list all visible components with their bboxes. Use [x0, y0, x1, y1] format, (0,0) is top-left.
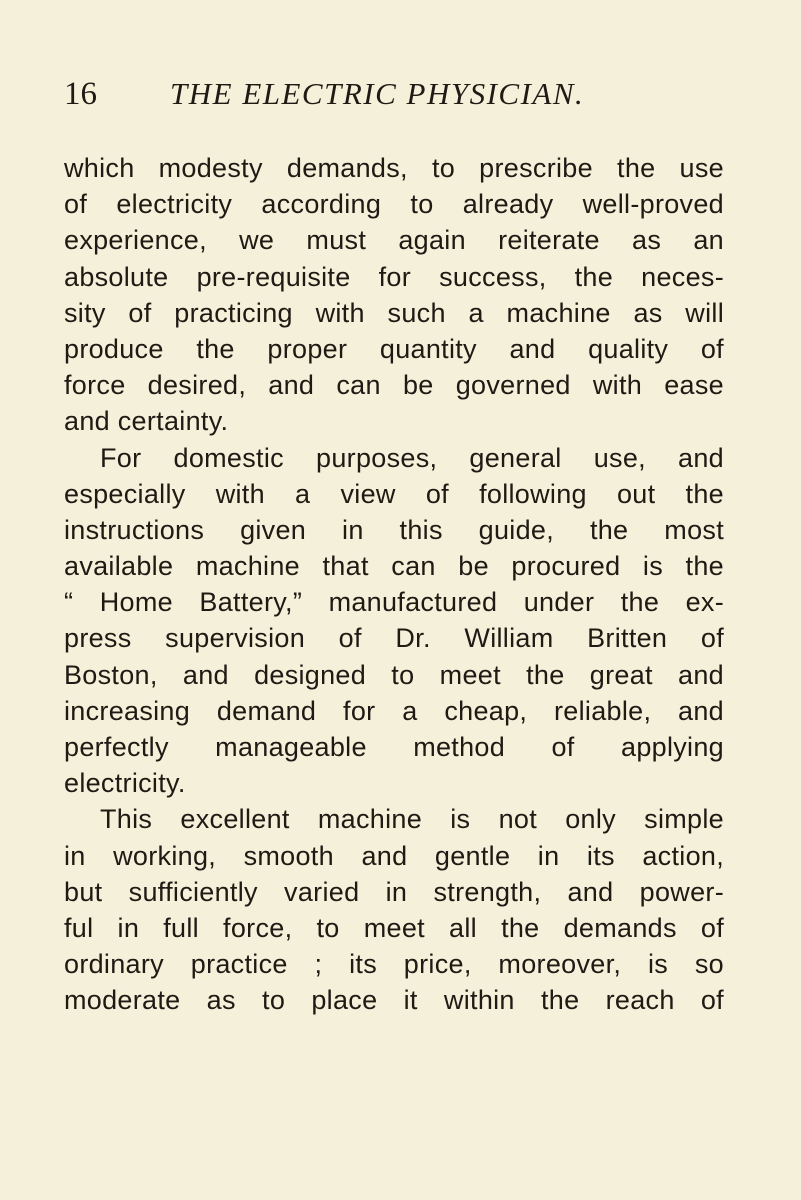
text-line: For domestic purposes, general use, and	[100, 442, 724, 473]
text-line: ordinary practice ; its price, moreover, is so	[64, 949, 724, 980]
text-line: in working, smooth and gentle in its action,	[64, 840, 724, 871]
text-line: which modesty demands, to prescribe the use	[64, 153, 724, 183]
text-line: but sufficiently varied in strength, and power-	[64, 876, 724, 907]
text-line: and certainty.	[64, 406, 229, 437]
text-line: moderate as to place it within the reach of	[64, 985, 724, 1016]
text-line: “ Home Battery,” manufactured under the ex-	[64, 587, 724, 618]
text-line: produce the proper quantity and quality of	[64, 333, 724, 364]
text-line: electricity.	[64, 768, 186, 799]
text-line: force desired, and can be governed with ease	[64, 370, 724, 401]
text-line: experience, we must again reiterate as an	[64, 225, 724, 256]
running-title: THE ELECTRIC PHYSICIAN.	[170, 76, 585, 111]
text-line: Boston, and designed to meet the great and	[64, 659, 724, 690]
body-text	[64, 150, 724, 1019]
text-line: increasing demand for a cheap, reliable, and	[64, 695, 724, 726]
text-line: especially with a view of following out the	[64, 478, 724, 509]
text-line: perfectly manageable method of applying	[64, 732, 724, 762]
text-line: sity of practicing with such a machine as will	[64, 297, 724, 328]
text-line: This excellent machine is not only simple	[100, 804, 724, 835]
text-line: of electricity according to already well-proved	[64, 189, 724, 220]
running-head	[64, 72, 724, 116]
text-line: ful in full force, to meet all the demands of	[64, 912, 724, 943]
text-line: available machine that can be procured is the	[64, 551, 724, 582]
text-line: instructions given in this guide, the most	[64, 514, 724, 545]
text-line: press supervision of Dr. William Britten of	[64, 623, 724, 654]
text-line: absolute pre-requisite for success, the neces-	[64, 261, 724, 292]
page-number: 16	[64, 76, 97, 112]
